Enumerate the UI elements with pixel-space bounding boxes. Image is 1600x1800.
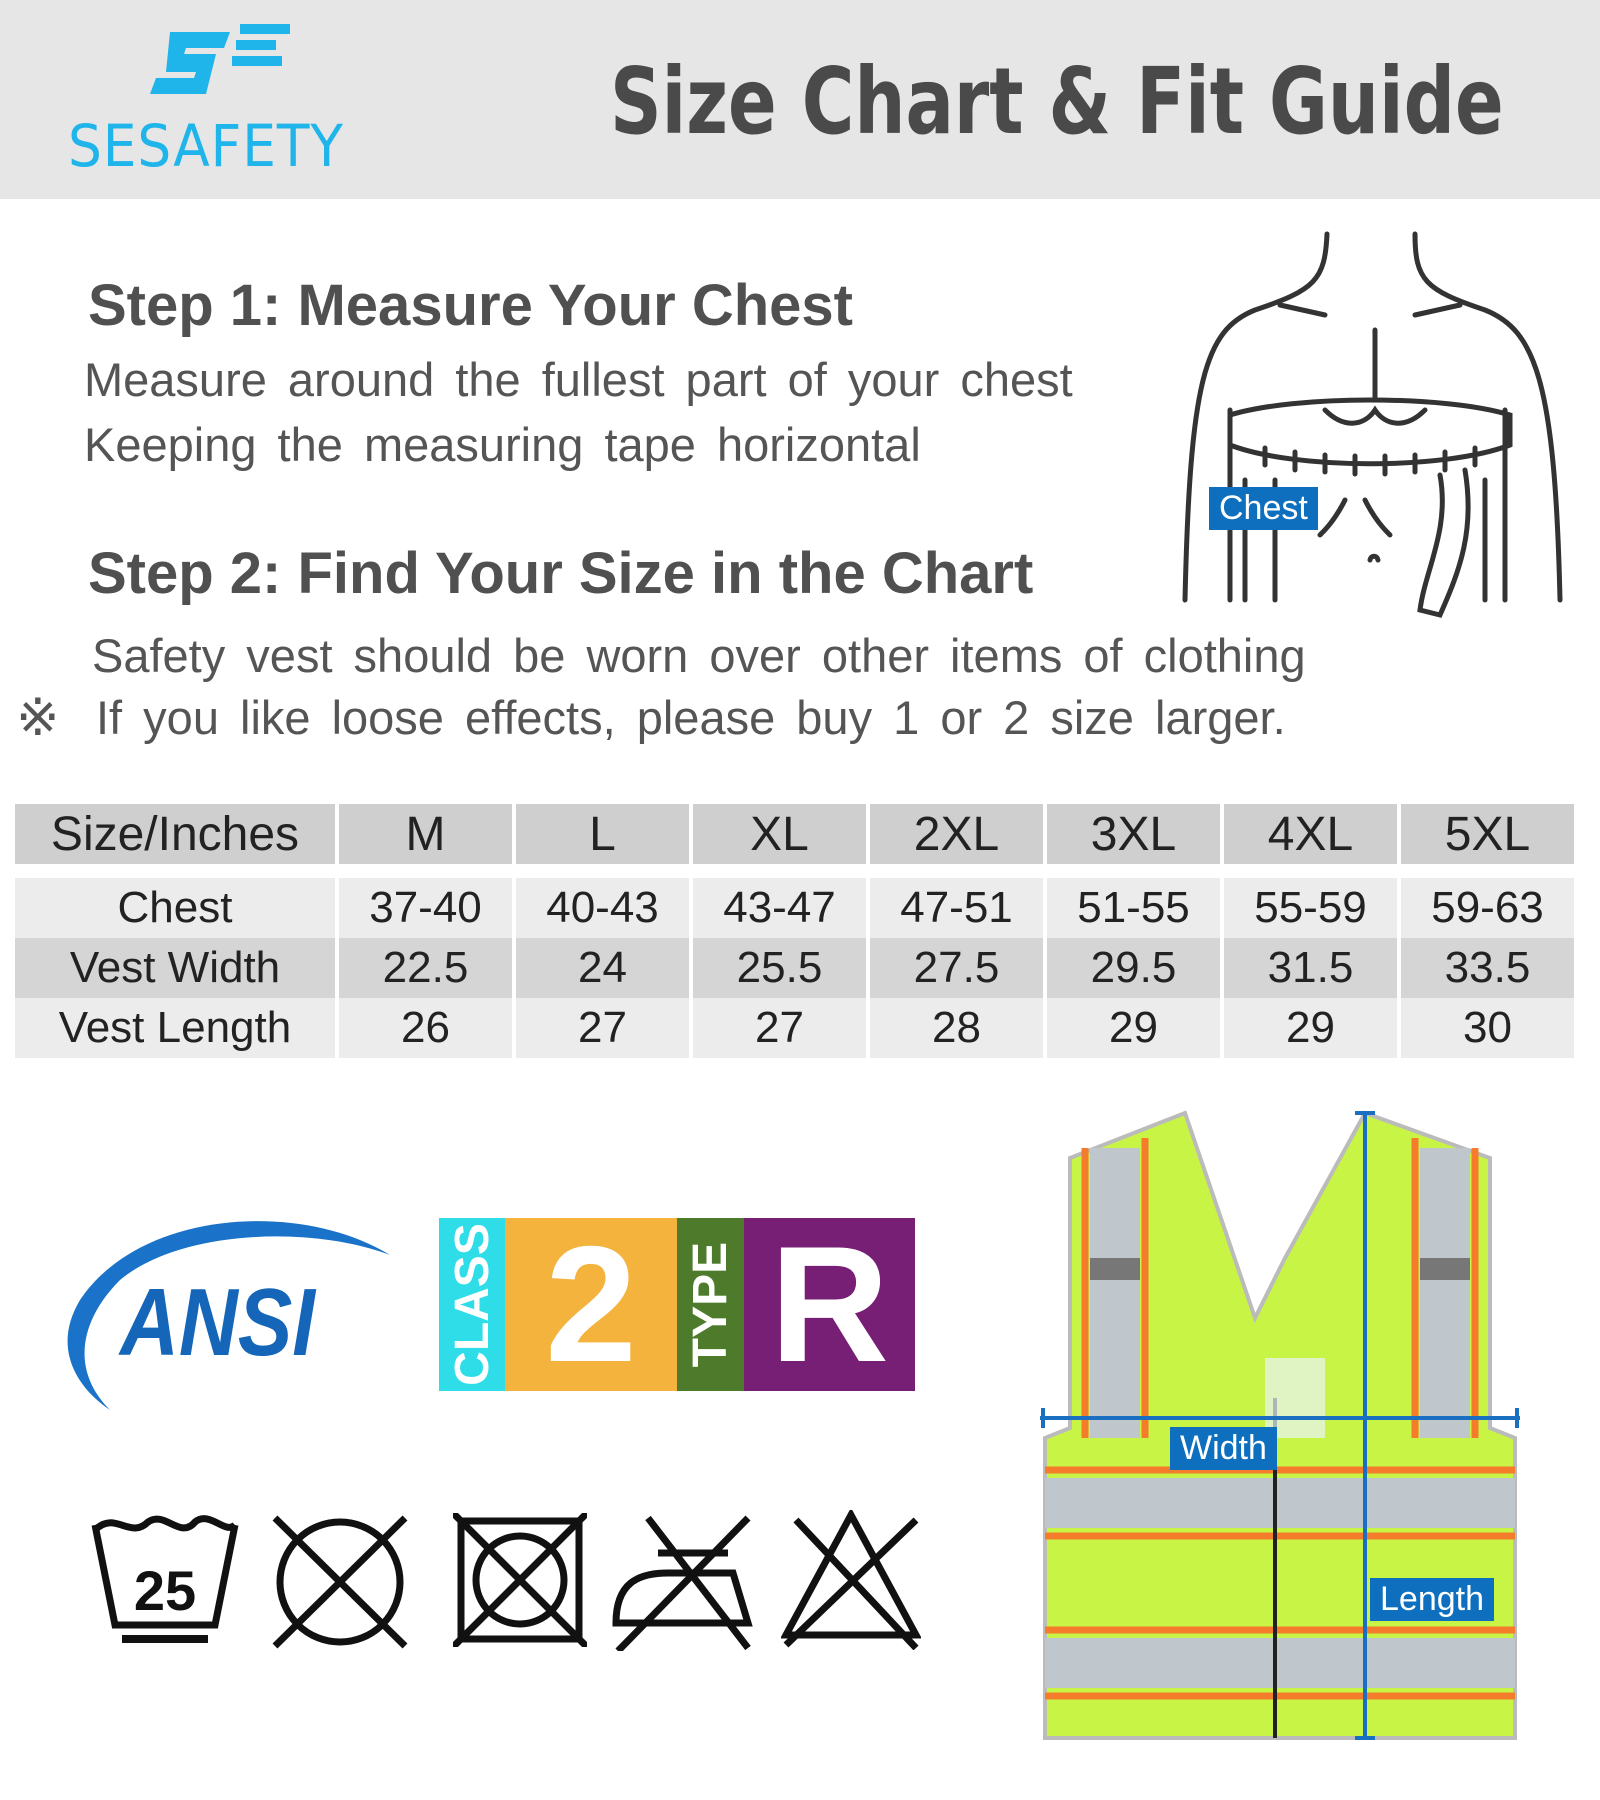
type-value: R [744, 1218, 915, 1391]
cell: 47-51 [870, 878, 1043, 938]
chest-measurement-figure-icon [1175, 230, 1570, 630]
header-cell: 3XL [1047, 804, 1220, 864]
table-row [15, 878, 1574, 938]
type-label: TYPE [684, 1241, 737, 1368]
note-symbol-icon: ※ [16, 689, 60, 747]
row-label: Vest Width [15, 938, 335, 998]
chest-label: Chest [1209, 487, 1318, 530]
table-header-row [15, 804, 1574, 864]
class-value: 2 [505, 1218, 677, 1391]
do-not-bleach-icon [781, 1510, 921, 1650]
cell: 31.5 [1224, 938, 1397, 998]
cell: 37-40 [339, 878, 512, 938]
length-label: Length [1370, 1578, 1494, 1621]
sesafety-logo-icon [150, 22, 300, 102]
wash-temp: 25 [133, 1559, 197, 1622]
row-label: Chest [15, 878, 335, 938]
cell: 30 [1401, 998, 1574, 1058]
do-not-dry-icon [453, 1513, 587, 1647]
do-not-iron-icon [608, 1513, 756, 1651]
page-title: Size Chart & Fit Guide [610, 48, 1504, 155]
cell: 27 [693, 998, 866, 1058]
header-cell: 2XL [870, 804, 1043, 864]
header-cell: 5XL [1401, 804, 1574, 864]
cell: 51-55 [1047, 878, 1220, 938]
step1-line-1: Measure around the fullest part of your chest [84, 353, 1073, 406]
cell: 59-63 [1401, 878, 1574, 938]
class-type-badge [439, 1212, 915, 1396]
header-cell: 4XL [1224, 804, 1397, 864]
do-not-tumble-dry-icon [270, 1513, 410, 1651]
cell: 24 [516, 938, 689, 998]
cell: 43-47 [693, 878, 866, 938]
width-label: Width [1170, 1427, 1277, 1470]
step1-line-2: Keeping the measuring tape horizontal [84, 418, 921, 471]
cell: 27 [516, 998, 689, 1058]
header-cell: M [339, 804, 512, 864]
cell: 40-43 [516, 878, 689, 938]
size-chart-table [11, 804, 1578, 1058]
row-label: Vest Length [15, 998, 335, 1058]
cell: 25.5 [693, 938, 866, 998]
table-row [15, 938, 1574, 998]
step2-line-2: If you like loose effects, please buy 1 or 2 size larger. [96, 691, 1286, 744]
cell: 28 [870, 998, 1043, 1058]
cell: 33.5 [1401, 938, 1574, 998]
header-cell: XL [693, 804, 866, 864]
cell: 26 [339, 998, 512, 1058]
step1-heading: Step 1: Measure Your Chest [88, 273, 853, 338]
ansi-logo-text: ANSI [120, 1269, 315, 1376]
cell: 29 [1047, 998, 1220, 1058]
table-row [15, 998, 1574, 1058]
cell: 22.5 [339, 938, 512, 998]
wash-25-icon [90, 1510, 240, 1650]
cell: 29.5 [1047, 938, 1220, 998]
brand-name: SESAFETY [68, 112, 344, 180]
step2-heading: Step 2: Find Your Size in the Chart [88, 541, 1034, 606]
safety-vest-image [1035, 1108, 1525, 1748]
header-cell: L [516, 804, 689, 864]
header-cell: Size/Inches [15, 804, 335, 864]
step2-line-1: Safety vest should be worn over other items of clothing [92, 629, 1306, 682]
cell: 55-59 [1224, 878, 1397, 938]
cell: 29 [1224, 998, 1397, 1058]
cell: 27.5 [870, 938, 1043, 998]
class-label: CLASS [445, 1223, 499, 1386]
